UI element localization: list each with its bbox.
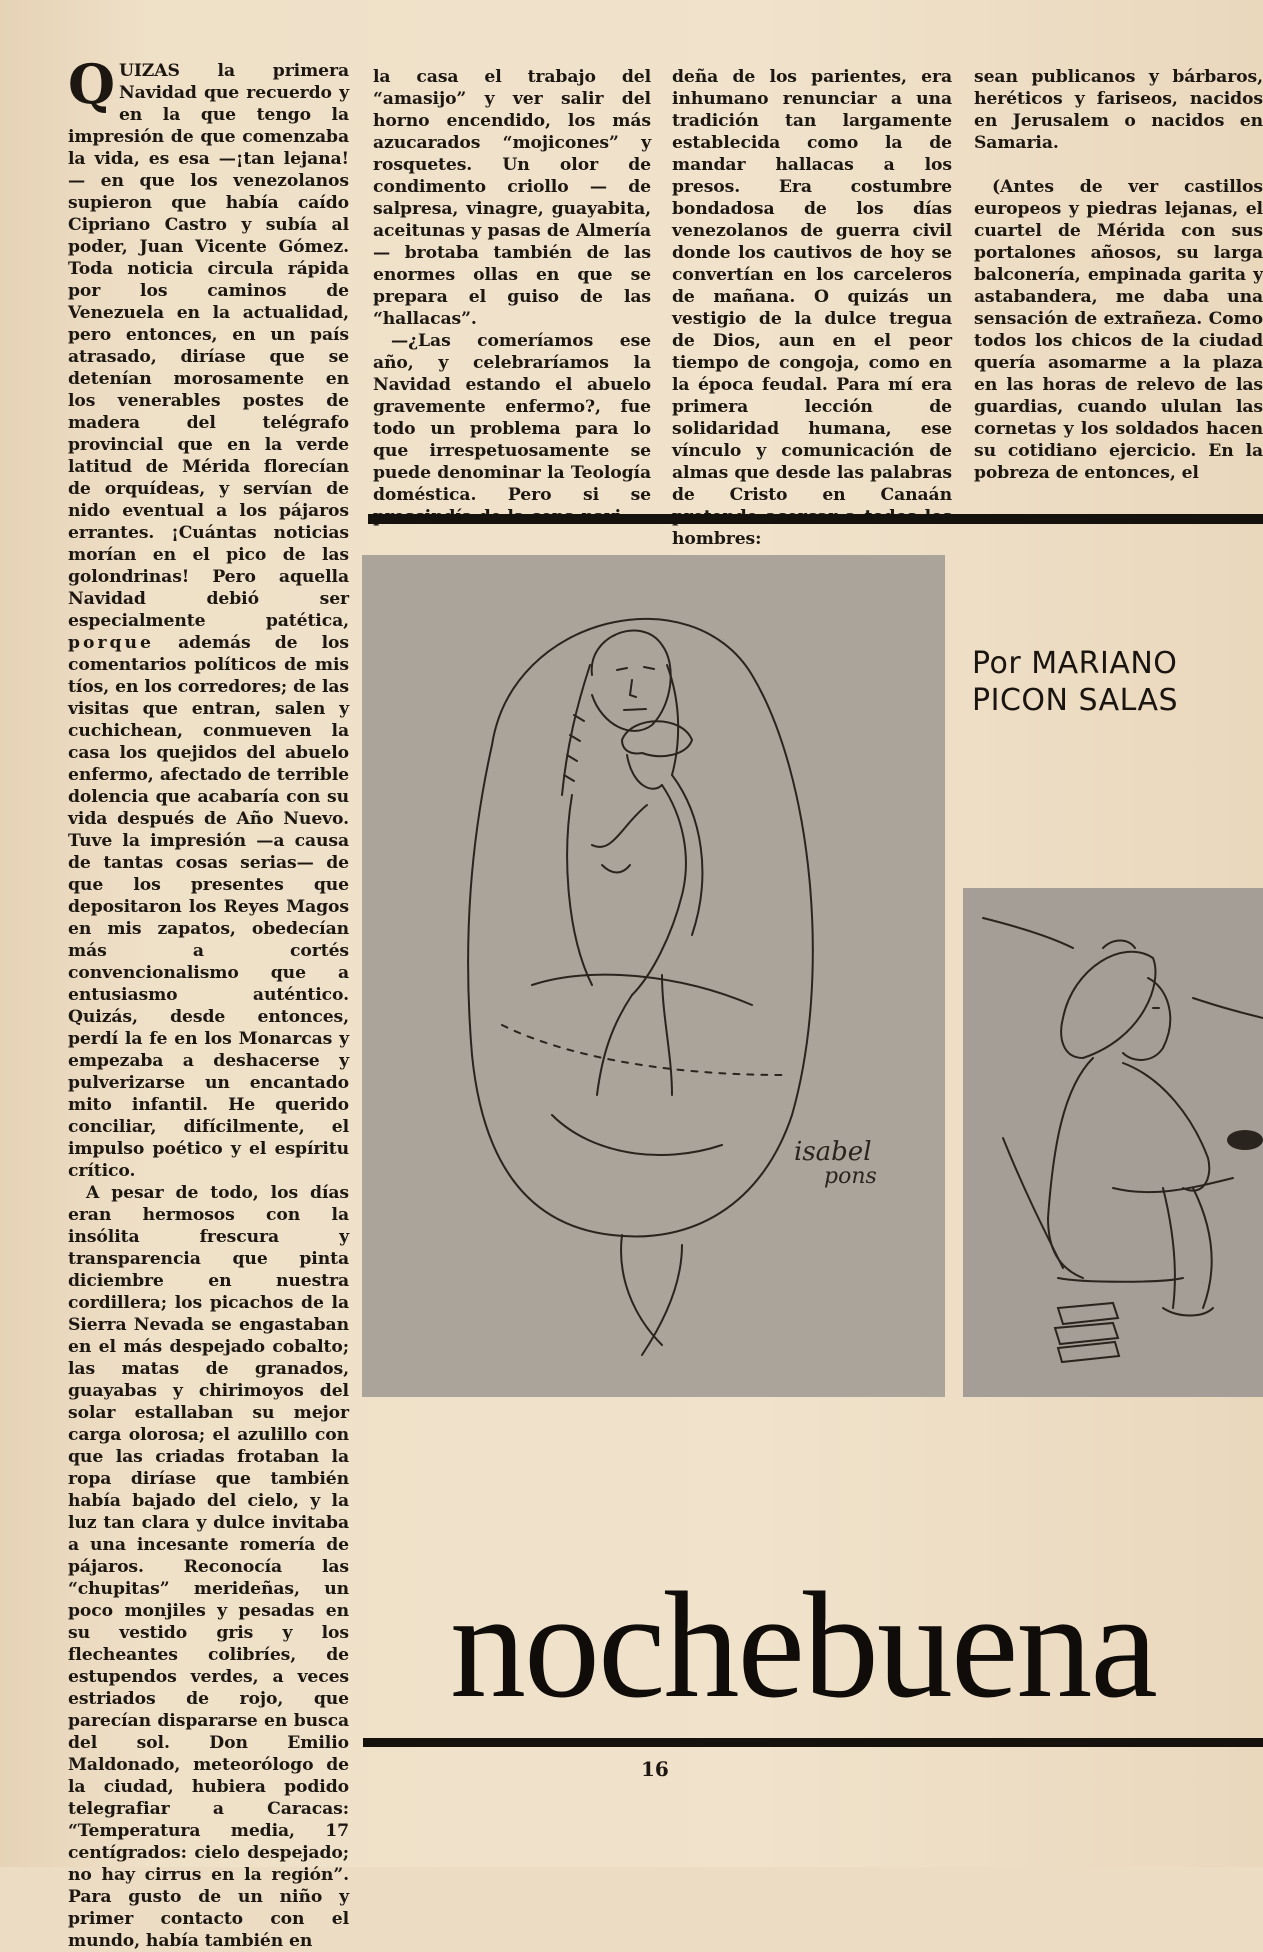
- page-number: 16: [641, 1757, 669, 1781]
- author-byline: [972, 645, 1232, 719]
- article-column-3: [672, 66, 952, 549]
- madonna-drawing: [362, 555, 945, 1397]
- byline-line-1: Por MARIANO: [972, 646, 1178, 681]
- boy-with-hat-illustration: [963, 888, 1263, 1397]
- paragraph-text: además de los comentarios políticos de mis tíos, en los corredores; de las visitas que entran, salen y cuchichean, conmueven la casa los quejidos del abuelo enfermo, afectado de terrible dolencia que acabaría con su vida después de Año Nuevo. Tuve la impresión —a causa de tantas cosas serias— de que los presentes que depositaron los Reyes Magos en mis zapatos, obedecían más a cortés convencionalismo que a entusiasmo auténtico. Quizás, desde entonces, perdí la fe en los Monarcas y empezaba a deshacerse y pulverizarse un encantado mito infantil. He querido conciliar, difícilmente, el impulso poético y el espíritu crítico.: [68, 633, 349, 1181]
- artist-signature-surname: pons: [824, 1164, 877, 1189]
- article-column-4: [974, 66, 1263, 486]
- article-paragraph: (Antes de ver castillos europeos y piedras lejanas, el cuartel de Mérida con sus portalones añosos, su larga balconería, empinada garita y astabandera, me daba una sensación de extrañeza. Como todos los chicos de la ciudad quería asomarme a la plaza en las horas de relevo de las guardias, cuando ululan las cornetas y los soldados hacen su cotidiano ejercicio. En la pobreza de entonces, el: [974, 177, 1263, 483]
- article-paragraph: la casa el trabajo del “amasijo” y ver salir del horno encendido, los más azucarados “mojicones” y rosquetes. Un olor de condimento criollo — de salpresa, vinagre, guayabita, aceitunas y pasas de Almería— brotaba también de las enormes ollas en que se prepara el guiso de las “hallacas”.: [373, 67, 651, 329]
- bottom-divider-rule: [363, 1738, 1263, 1747]
- article-paragraph: [68, 52, 349, 1182]
- byline-line-2: PICON SALAS: [972, 683, 1179, 718]
- article-headline: nochebuena: [450, 1561, 1156, 1729]
- top-divider-rule: [368, 514, 1263, 524]
- article-paragraph: —¿Las comeríamos ese año, y celebraríamos la Navidad estando el abuelo gravemente enfermo?, fue todo un problema para lo que irrespetuosamente se puede denominar la Teología doméstica. Pero si se: [373, 331, 651, 505]
- article-column-2: [373, 66, 651, 505]
- paragraph-text: UIZAS la primera Navidad que recuerdo y en la que tengo la impresión de que comenzaba la vida, es esa —¡tan lejana!— en que los venezolanos supieron que había caído Cipriano Castro y subía al poder, Juan Vicente Gómez. Toda noticia circula rápida por los caminos de Venezuela en la actualidad, pero entonces, en un país atrasado, diríase que se detenían morosamente en los venerables postes de madera del telégrafo provincial que en la verde latitud de Mérida florecían de orquídeas, y servían de nido eventual a los pájaros errantes. ¡Cuántas noticias morían en el pico de las golondrinas! Pero aquella Navidad debió ser especialmente patética,: [68, 61, 349, 631]
- article-column-1: [68, 52, 349, 1951]
- artist-signature: isabel: [794, 1137, 872, 1167]
- madonna-and-child-illustration: [362, 555, 945, 1397]
- drop-cap: Q: [68, 52, 115, 116]
- article-paragraph: A pesar de todo, los días eran hermosos con la insólita frescura y transparencia que pinta diciembre en nuestra cordillera; los picachos de la Sierra Nevada se engastaban en el más despejado cobalto; las matas de granados, guayabas y chirimoyos del solar estallaban su mejor carga olorosa; el azulillo con que las criadas frotaban la ropa diríase que también había bajado del cielo, y la luz tan clara y dulce invitaba a una incesante romería de pájaros. Reconocía las “chupitas” merideñas, un poco monjiles y pesadas en su vestido gris y los flecheantes colibríes, de estupendos verdes, a veces estriados de rojo, que parecían dispararse en busca del sol. Don Emilio Maldonado, meteorólogo de la ciudad, hubiera podido telegrafiar a Caracas: “Temperatura media, 17 centígrados: cielo despejado; no hay cirrus en la región”. Para gusto de un niño y primer contacto con el mundo, había también en: [68, 1183, 349, 1951]
- paragraph-text-spaced: porque: [68, 633, 154, 653]
- article-paragraph: sean publicanos y bárbaros, heréticos y fariseos, nacidos en Jerusalem o nacidos en Samaria.: [974, 67, 1263, 153]
- boy-drawing: [963, 888, 1263, 1397]
- article-paragraph: deña de los parientes, era inhumano renunciar a una tradición tan largamente establecida como la de mandar hallacas a los presos. Era costumbre bondadosa de los días venezolanos de guerra civil donde los cautivos de hoy se convertían en los carceleros de mañana. O quizás un vestigio de la dulce tregua de Dios, aun en el peor tiempo de congoja, como en la época feudal. Para mí era primera lección de solidaridad humana, ese vínculo y comunicación de almas que desde las palabras de Cristo en Canaán hombres:: [672, 67, 952, 549]
